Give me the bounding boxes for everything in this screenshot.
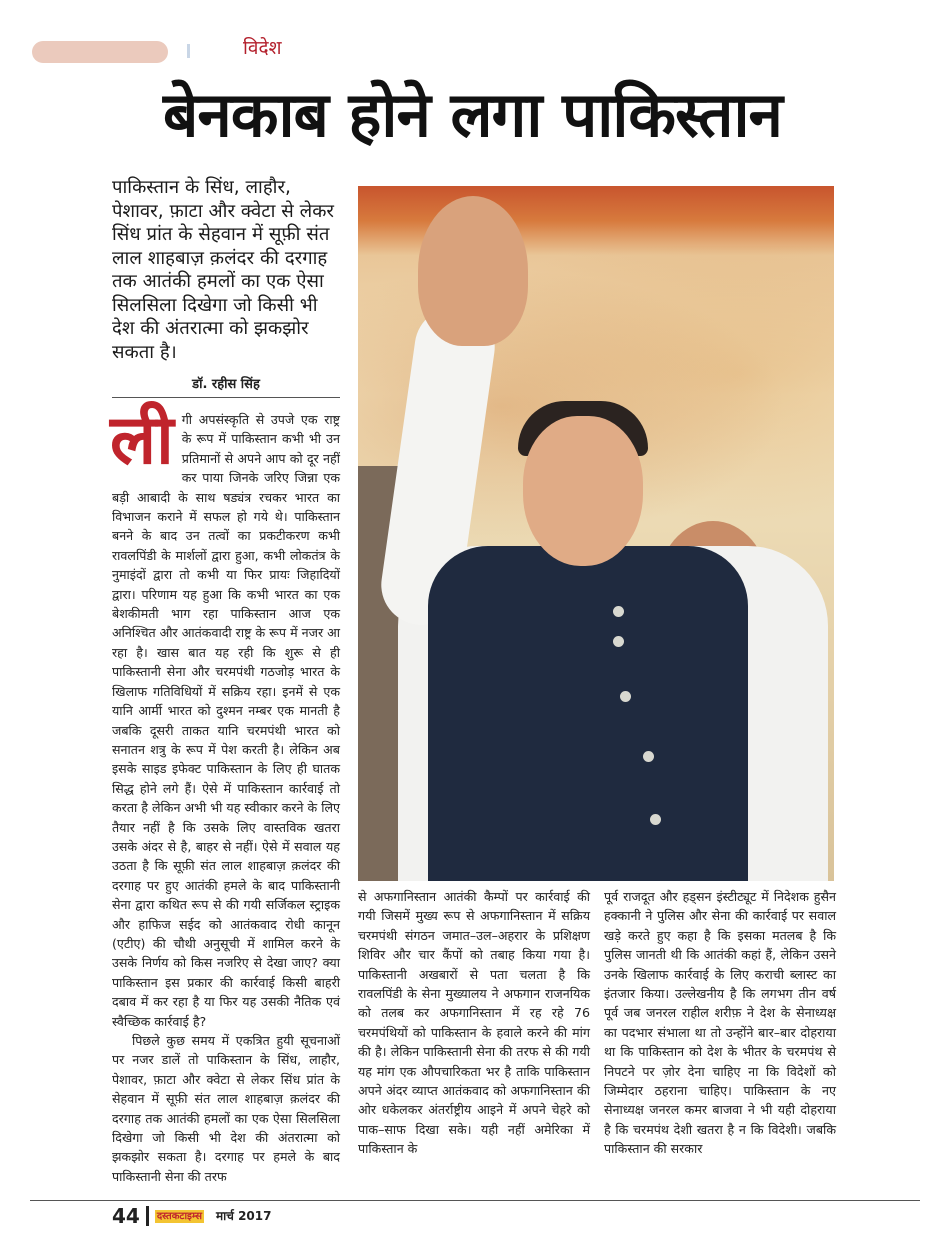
header-pill [32, 41, 168, 63]
page-footer [30, 1200, 920, 1248]
paragraph: पिछले कुछ समय में एकत्रित हुयी सूचनाओं पर नजर डालें तो पाकिस्तान के सिंध, लाहौर, पेशावर, फ़ाटा और क्वेटा से लेकर सिंध प्रांत के सेहवान में सूफ़ी संत लाल शाहबाज़ क़लंदर की दरगाह तक आतंकी हमलों का एक ऐसा सिलसिला दिखेगा जो किसी भी देश की अंतरात्मा को झकझोर सकता है। दरगाह पर हमले के बाद पाकिस्तानी सेना की तरफ [112, 1033, 340, 1184]
drop-cap: ली [110, 401, 174, 480]
article-column-1 [110, 401, 340, 1186]
footer-divider [146, 1206, 149, 1226]
lower-columns [358, 887, 836, 1159]
paragraph: पूर्व राजदूत और हड्सन इंस्टीट्यूट में निदेशक हुसैन हक्कानी ने पुलिस और सेना की कार्रवाई पर सवाल खड़े करते हुए कहा है कि इसका मतलब है कि पुलिस जानती थी कि आतंकी कहां हैं, लेकिन उसने उनके खिलाफ कार्रवाई के लिए कराची ब्लास्ट का इंतजार किया। उल्लेखनीय है कि लगभग तीन वर्ष पूर्व जब जनरल राहील शरीफ़ ने देश के सेनाध्यक्ष का पदभार संभाला था तो उन्होंने बार–बार दोहराया था कि पाकिस्तान को देश के भीतर के चरमपंथ से निपटने पर ज़ोर देना चाहिए ना कि विदेशों को जिम्मेदार ठहराना चाहिए। पाकिस्तान के नए सेनाध्यक्ष जनरल कमर बाजवा ने भी यही दोहराया है कि चरमपंथ देशी खतरा है न कि विदेशी। जबकि पाकिस्तान की सरकार [604, 889, 836, 1157]
magazine-logo: दस्तकटाइम्स [156, 1210, 202, 1222]
headline: बेनकाब होने लगा पाकिस्तान [163, 78, 782, 151]
left-column [112, 176, 344, 1186]
author-byline: डॉ. रहीस सिंह [112, 376, 340, 398]
paragraph: से अफगानिस्तान आतंकी कैम्पों पर कार्रवाई की गयी जिसमें मुख्य रूप से अफगानिस्तान में सक्रिय चरमपंथी संगठन जमात–उल–अहरार के प्रशिक्षण शिविर और चार कैंपों को तबाह किया गया है। पाकिस्तानी अखबारों से पता चलता है कि रावलपिंडी के सेना मुख्यालय ने अफगान राजनयिक को तलब कर अफगानिस्तान में रह रहे 76 चरमपंथियों को पाकिस्तान के हवाले करने की मांग की है। लेकिन पाकिस्तानी सेना की तरफ से की गयी यह मांग एक औपचारिकता भर है ताकि पाकिस्तान अपने अंदर व्याप्त आतंकवाद को अफगानिस्तान की ओर धकेलकर अंतर्राष्ट्रीय आइने में अपने चेहरे को पाक–साफ दिखा सके। यही नहीं अमेरिका में पाकिस्तान के [358, 889, 590, 1157]
article-photo [358, 186, 834, 881]
article-body [112, 176, 945, 1186]
section-label: विदेश [243, 37, 282, 59]
header-bar [0, 0, 945, 70]
header-divider [187, 44, 190, 58]
intro-standfirst: पाकिस्तान के सिंध, लाहौर, पेशावर, फ़ाटा और क्वेटा से लेकर सिंध प्रांत के सेहवान में सूफ़ी संत लाल शाहबाज़ क़लंदर की दरगाह तक आतंकी हमलों का एक ऐसा सिलसिला दिखेगा जो किसी भी देश की अंतरात्मा को झकझोर सकता है। [112, 177, 334, 363]
right-column [358, 186, 836, 1159]
paragraph: गी अपसंस्कृति से उपजे एक राष्ट्र के रूप में पाकिस्तान कभी भी उन प्रतिमानों से अपने आप को दूर नहीं कर पाया जिनके जरिए जिन्ना एक बड़ी आबादी के साथ षड्यंत्र रचकर भारत का विभाजन कराने में सफल हो गये थे। पाकिस्तान बनने के बाद उन तत्वों का प्रकटीकरण कभी रावलपिंडी के मार्शलों द्वारा हुआ, कभी लोकतंत्र के नुमाइंदों द्वारा तो कभी या फिर प्रायः जिहादियों द्वारा। परिणाम यह हुआ कि कभी भारत का एक बेशकीमती भाग रहा पाकिस्तान आज एक अनिश्चित और आतंकवादी राष्ट्र के रूप में नजर आ रहा है। खास बात यह रही कि शुरू से ही पाकिस्तानी सेना और चरमपंथी गठजोड़ भारत के खिलाफ गतिविधियों में सक्रिय रहा। इनमें से एक यानि आर्मी भारत को दुश्मन नम्बर एक मानती है जबकि दूसरी ताकत यानि चरमपंथी भारत को सनातन शत्रु के रूप में पेश करती है। लेकिन अब इसके साइड इफेक्ट पाकिस्तान के लिए ही घातक सिद्ध होने लगे हैं। ऐसे में पाकिस्तान कार्रवाई तो करता है लेकिन अभी भी यह स्वीकार करने के लिए तैयार नहीं है कि उसके लिए वास्तविक खतरा उसके अंदर से है, बाहर से नहीं। ऐसे में सवाल यह उठता है कि सूफ़ी संत लाल शाहबाज़ क़लंदर की दरगाह पर हुए आतंकी हमले के बाद पाकिस्तानी सेना द्वारा कथित रूप से की गयी सर्जिकल स्ट्राइक और हाफिज सईद को आतंकवाद रोधी कानून (एटीए) की चौथी अनुसूची में शामिल करने के उसके निर्णय को किस नजरिए से देखा जाए? क्या पाकिस्तान इस प्रकार की कार्रवाई किसी बाहरी दबाव में कर रहा है या फिर यह उसकी नैतिक एवं स्वैच्छिक कार्रवाई है? [112, 412, 340, 1029]
article-column-2 [358, 887, 590, 1159]
article-column-3 [604, 887, 836, 1159]
page-number: 44 [112, 1204, 140, 1229]
issue-date: मार्च 2017 [215, 1209, 272, 1224]
